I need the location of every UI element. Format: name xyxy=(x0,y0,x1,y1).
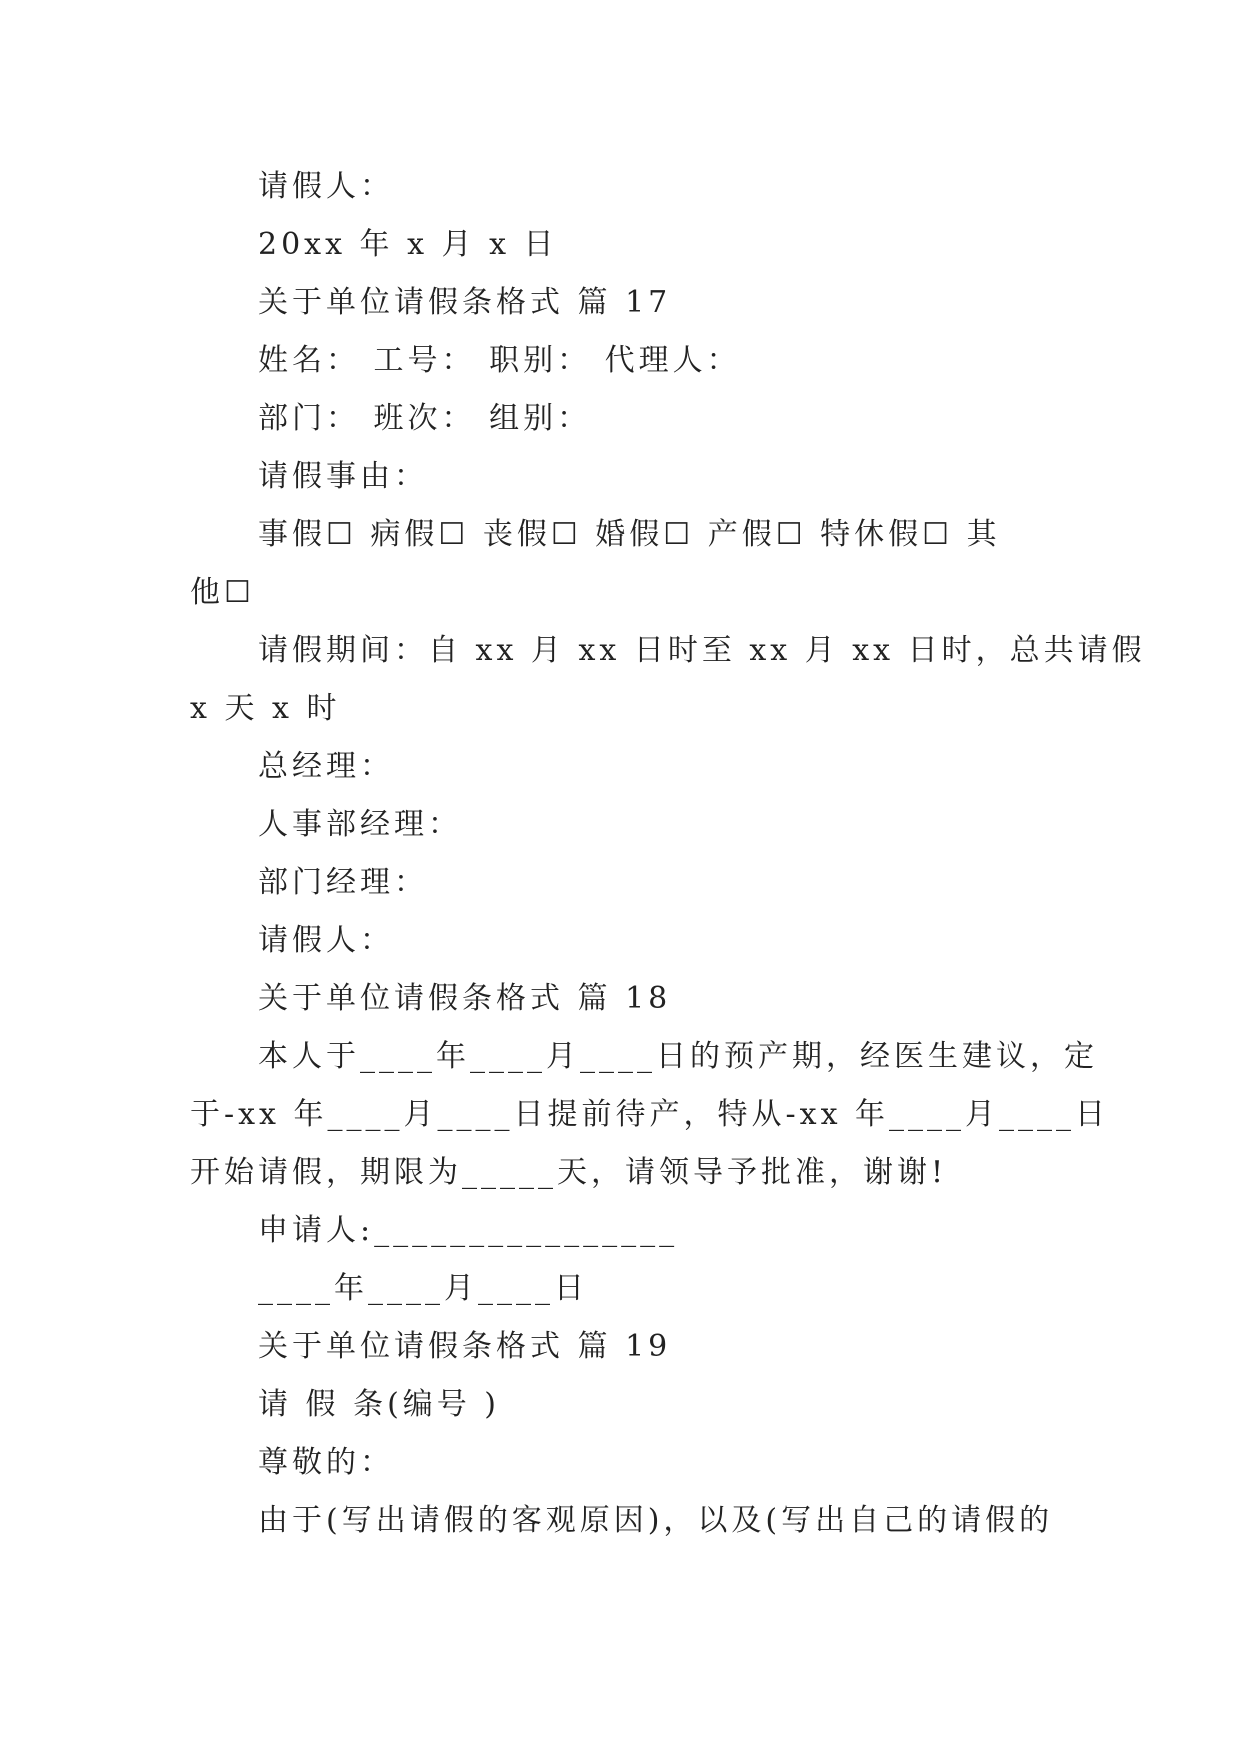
text-line: 由于(写出请假的客观原因)，以及(写出自己的请假的 xyxy=(258,1503,1054,1538)
section-heading: 关于单位请假条格式 篇 18 xyxy=(258,981,672,1016)
text-line: x 天 x 时 xyxy=(190,691,341,726)
text-line: 于-xx 年____月____日提前待产，特从-xx 年____月____日 xyxy=(190,1097,1110,1132)
text-line: 总经理： xyxy=(258,749,394,784)
text-line: 请假期间：自 xx 月 xx 日时至 xx 月 xx 日时，总共请假 xyxy=(258,633,1146,668)
text-line: 请假事由： xyxy=(258,459,428,494)
text-line: ____年____月____日 xyxy=(258,1271,588,1306)
text-line: 请假人： xyxy=(258,923,394,958)
section-heading: 关于单位请假条格式 篇 17 xyxy=(258,285,672,320)
text-line: 开始请假，期限为_____天，请领导予批准，谢谢! xyxy=(190,1155,948,1190)
text-line: 姓名： 工号： 职别： 代理人： xyxy=(258,343,741,378)
text-line: 部门经理： xyxy=(258,865,428,900)
text-line: 请 假 条(编号 ) xyxy=(258,1387,501,1422)
text-line: 尊敬的： xyxy=(258,1445,394,1480)
text-line: 他☐ xyxy=(190,575,255,610)
text-line: 本人于____年____月____日的预产期，经医生建议，定 xyxy=(258,1039,1098,1074)
text-line: 部门： 班次： 组别： xyxy=(258,401,592,436)
text-line: 20xx 年 x 月 x 日 xyxy=(258,227,558,262)
text-line: 人事部经理： xyxy=(258,807,462,842)
section-heading: 关于单位请假条格式 篇 19 xyxy=(258,1329,672,1364)
text-line: 请假人： xyxy=(258,169,394,204)
text-line: 事假☐ 病假☐ 丧假☐ 婚假☐ 产假☐ 特休假☐ 其 xyxy=(258,517,1001,552)
text-line: 申请人:________________ xyxy=(258,1213,679,1248)
